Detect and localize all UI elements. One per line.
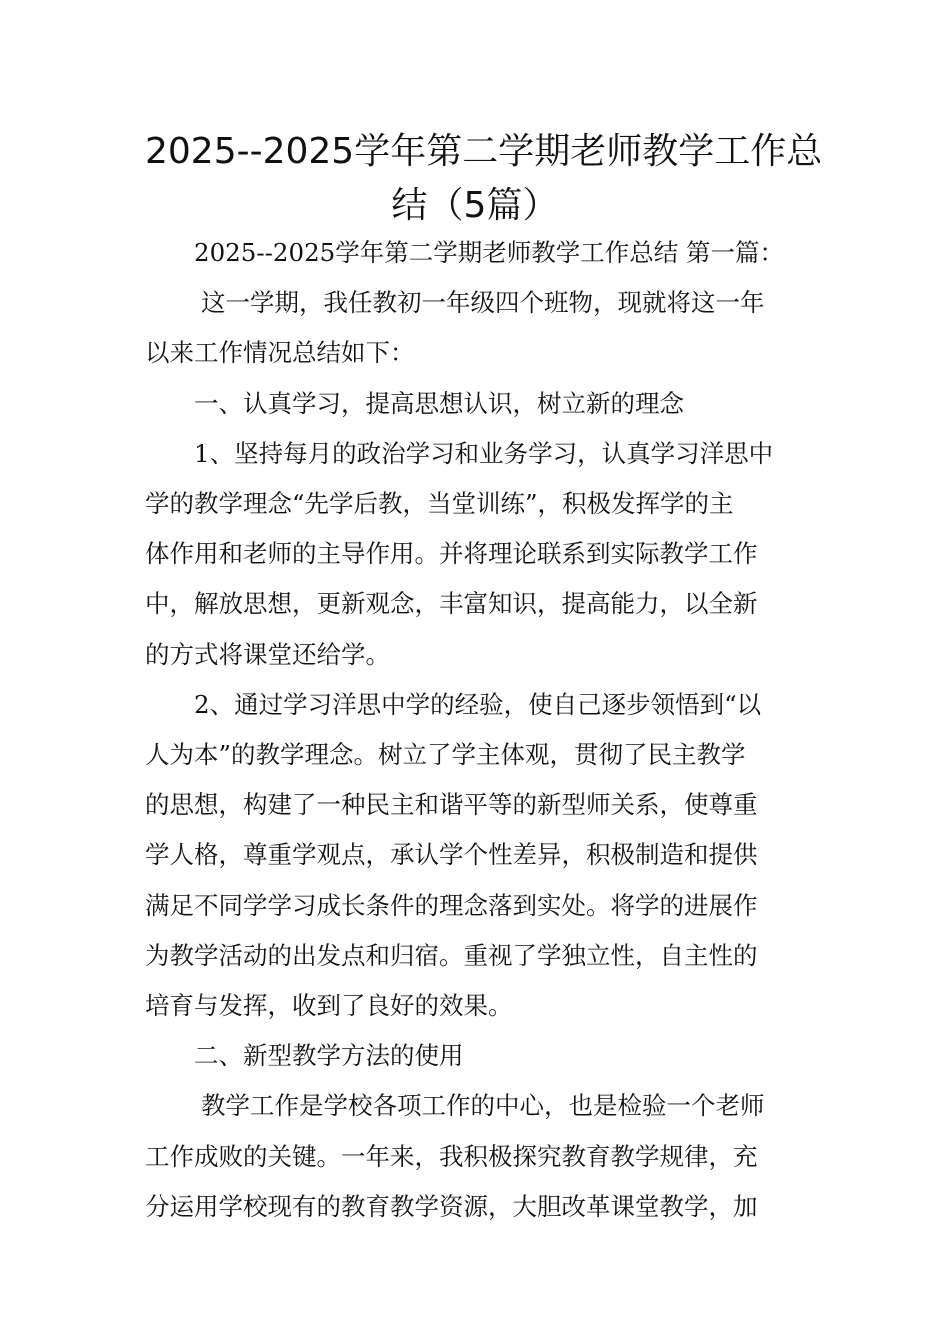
text-line: 学的教学理念“先学后教，当堂训练”，积极发挥学的主 [145, 489, 734, 519]
title-line: 2025--2025学年第二学期老师教学工作总 [145, 131, 823, 172]
text-line: 教学工作是学校各项工作的中心，也是检验一个老师 [201, 1091, 765, 1121]
text-line: 为教学活动的出发点和归宿。重视了学独立性，自主性的 [145, 940, 758, 970]
text-line: 2025--2025学年第二学期老师教学工作总结 第一篇： [194, 238, 785, 267]
text-line: 中，解放思想，更新观念，丰富知识，提高能力，以全新 [145, 589, 758, 619]
text-line: 体作用和老师的主导作用。并将理论联系到实际教学工作 [145, 539, 758, 569]
section-heading-first [145, 228, 805, 278]
section-heading-1 [145, 379, 805, 429]
text-line: 一、认真学习，提高思想认识，树立新的理念 [194, 388, 684, 418]
text-line: 二、新型教学方法的使用 [194, 1041, 464, 1071]
text-line: 人为本”的教学理念。树立了学主体观，贯彻了民主教学 [145, 740, 746, 770]
document-body [145, 228, 805, 1232]
paragraph-3 [145, 1081, 805, 1232]
document-title [145, 125, 823, 233]
text-line: 的思想，构建了一种民主和谐平等的新型师关系，使尊重 [145, 790, 758, 820]
paragraph-2 [145, 680, 805, 1031]
text-line: 工作成败的关键。一年来，我积极探究教育教学规律，充 [145, 1141, 758, 1171]
section-heading-2 [145, 1031, 805, 1081]
text-line: 以来工作情况总结如下： [145, 338, 415, 368]
paragraph-1 [145, 429, 805, 680]
text-line: 的方式将课堂还给学。 [145, 639, 390, 669]
paragraph-intro [145, 278, 805, 378]
title-line: 结（5篇） [391, 185, 559, 226]
text-line: 这一学期，我任教初一年级四个班物，现就将这一年 [201, 288, 765, 318]
text-line: 学人格，尊重学观点，承认学个性差异，积极制造和提供 [145, 840, 758, 870]
text-line: 2、通过学习洋思中学的经验，使自己逐步领悟到“以 [194, 689, 762, 719]
text-line: 分运用学校现有的教育教学资源，大胆改革课堂教学，加 [145, 1191, 758, 1221]
text-line: 1、坚持每月的政治学习和业务学习，认真学习洋思中 [194, 438, 774, 468]
text-line: 满足不同学学习成长条件的理念落到实处。将学的进展作 [145, 890, 758, 920]
text-line: 培育与发挥，收到了良好的效果。 [145, 991, 513, 1021]
